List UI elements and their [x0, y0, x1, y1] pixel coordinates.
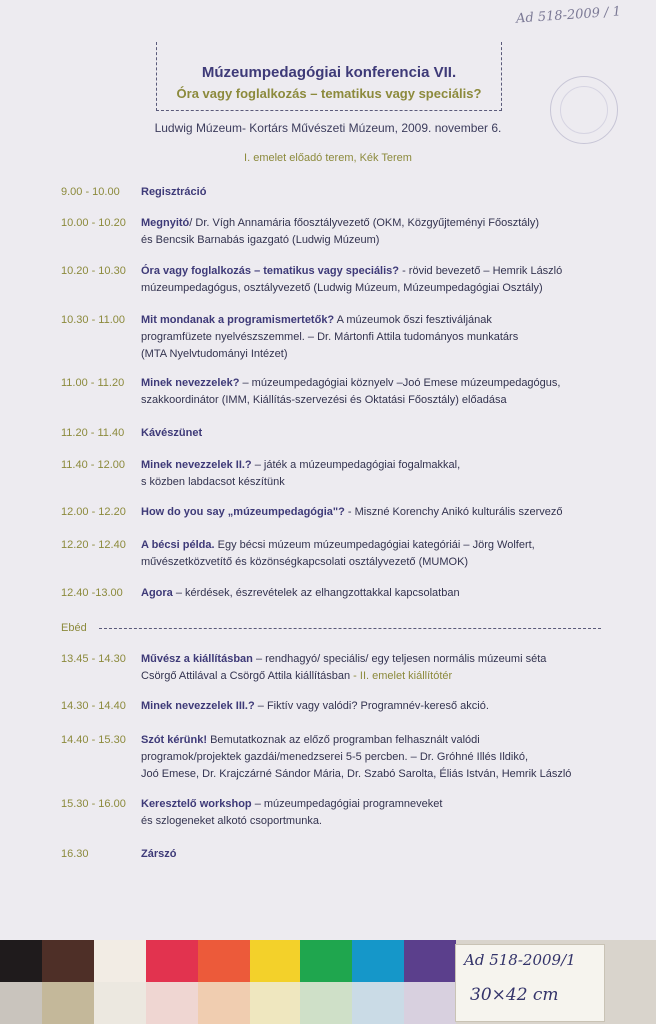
swatch-mint — [300, 982, 352, 1024]
schedule-title: A bécsi példa. — [141, 539, 215, 551]
title-box — [156, 42, 502, 111]
schedule-title: Minek nevezzelek? — [141, 377, 240, 389]
swatch-white — [94, 940, 146, 982]
schedule-title: Keresztelő workshop — [141, 798, 252, 810]
schedule-desc-line: s közben labdacsot készítünk — [141, 476, 285, 488]
dashed-line — [99, 628, 601, 629]
schedule-desc: – rendhagyó/ speciális/ egy teljesen normális múzeumi séta — [252, 653, 547, 665]
swatch-orange — [198, 940, 250, 982]
lunch-divider — [61, 620, 601, 637]
schedule-time: 12.00 - 12.20 — [61, 506, 126, 518]
swatch-lavender — [404, 982, 456, 1024]
conference-title: Múzeumpedagógiai konferencia VII. — [201, 64, 457, 81]
swatch-purple — [404, 940, 456, 982]
accession-number: Ad 518-2009/1 — [464, 951, 576, 969]
schedule-time: 12.40 -13.00 — [61, 587, 123, 599]
schedule-time: 15.30 - 16.00 — [61, 798, 126, 810]
schedule-desc: – múzeumpedagógiai köznyelv –Joó Emese múzeumpedagógus, — [239, 377, 561, 389]
schedule-desc: A múzeumok őszi fesztiváljának — [334, 314, 492, 326]
schedule-desc-line: múzeumpedagógus, osztályvezető (Ludwig Múzeum, Múzeumpedagógiai Osztály) — [141, 282, 543, 294]
swatch-yellow — [250, 940, 300, 982]
schedule-title: Agora — [141, 587, 173, 599]
schedule-desc: - Miszné Korenchy Anikó kulturális szervező — [344, 506, 563, 518]
schedule-time: 10.20 - 10.30 — [61, 265, 126, 277]
schedule-desc-line: és Bencsik Barnabás igazgató (Ludwig Múzeum) — [141, 234, 380, 246]
schedule-desc: – Fiktív vagy valódi? Programnév-kereső akció. — [254, 700, 489, 712]
swatch-brown — [42, 940, 94, 982]
swatch-cream — [250, 982, 300, 1024]
room-info: I. emelet előadó terem, Kék Terem — [244, 152, 412, 164]
schedule-desc-line: művészetközvetítő és közönségkapcsolati osztályvezető (MUMOK) — [141, 556, 469, 568]
schedule-title: Megnyitó — [141, 217, 190, 229]
schedule-title: Zárszó — [141, 848, 177, 860]
schedule-desc-line: Joó Emese, Dr. Krajczárné Sándor Mária, Dr. Szabó Sarolta, Éliás István, Hemrik László — [141, 768, 572, 780]
swatch-tan — [42, 982, 94, 1024]
schedule-time: 16.30 — [61, 848, 89, 860]
schedule-desc: - rövid bevezető – Hemrik László — [399, 265, 563, 277]
schedule-desc-line: (MTA Nyelvtudományi Intézet) — [141, 348, 288, 360]
schedule-desc: / Dr. Vígh Annamária főosztályvezető (OKM, Közgyűjteményi Főosztály) — [189, 217, 539, 229]
swatch-cyan — [352, 940, 404, 982]
schedule-title: Kávészünet — [141, 427, 203, 439]
lunch-label: Ebéd — [61, 622, 87, 634]
schedule-desc-line: szakkoordinátor (IMM, Kiállítás-szervezési és Oktatási Főosztály) előadása — [141, 394, 507, 406]
dimensions: 30×42 cm — [470, 985, 559, 1005]
schedule-title: Művész a kiállításban — [141, 653, 253, 665]
swatch-gray — [0, 982, 42, 1024]
conference-subtitle: Óra vagy foglalkozás – tematikus vagy speciális? — [176, 86, 482, 101]
schedule-time: 9.00 - 10.00 — [61, 186, 120, 198]
schedule-time: 11.20 - 11.40 — [61, 427, 125, 439]
swatch-sky — [352, 982, 404, 1024]
schedule-title: Szót kérünk! — [141, 734, 208, 746]
schedule-time: 12.20 - 12.40 — [61, 539, 126, 551]
schedule-title: Óra vagy foglalkozás – tematikus vagy speciális? — [141, 265, 400, 277]
swatch-red — [146, 940, 198, 982]
schedule-desc-line: és szlogeneket alkotó csoportmunka. — [141, 815, 322, 827]
schedule-time: 10.30 - 11.00 — [61, 314, 126, 326]
location-note: - II. emelet kiállítótér — [350, 670, 453, 682]
schedule-desc-line: programok/projektek gazdái/menedzserei 5-5 percben. – Dr. Gróhné Illés Ildikó, — [141, 751, 529, 763]
schedule-time: 10.00 - 10.20 — [61, 217, 126, 229]
venue-date: Ludwig Múzeum- Kortárs Művészeti Múzeum, 2009. november 6. — [154, 121, 502, 135]
accession-label-card — [455, 944, 605, 1022]
schedule-desc: – múzeumpedagógiai programneveket — [251, 798, 443, 810]
swatch-pink — [146, 982, 198, 1024]
swatch-light — [94, 982, 146, 1024]
schedule-desc: – játék a múzeumpedagógiai fogalmakkal, — [251, 459, 461, 471]
accession-number-handwritten: Ad 518-2009 / 1 — [515, 4, 622, 27]
swatch-peach — [198, 982, 250, 1024]
schedule-desc-line: Csörgő Attilával a Csörgő Attila kiállításban — [141, 670, 351, 682]
swatch-green — [300, 940, 352, 982]
schedule-title: Regisztráció — [141, 186, 207, 198]
schedule-time: 13.45 - 14.30 — [61, 653, 126, 665]
schedule-desc: Egy bécsi múzeum múzeumpedagógiai kategóriái – Jörg Wolfert, — [214, 539, 535, 551]
schedule-desc: Bemutatkoznak az előző programban felhasznált valódi — [207, 734, 480, 746]
schedule-time: 14.40 - 15.30 — [61, 734, 126, 746]
schedule-title: Minek nevezzelek III.? — [141, 700, 255, 712]
schedule-time: 11.00 - 11.20 — [61, 377, 125, 389]
schedule-desc: – kérdések, észrevételek az elhangzottakkal kapcsolatban — [172, 587, 460, 599]
schedule-title: Minek nevezzelek II.? — [141, 459, 252, 471]
swatch-black — [0, 940, 42, 982]
schedule-time: 11.40 - 12.00 — [61, 459, 126, 471]
schedule-title: Mit mondanak a programismertetők? — [141, 314, 335, 326]
schedule-desc-line: programfüzete nyelvészszemmel. – Dr. Mártonfi Attila tudományos munkatárs — [141, 331, 519, 343]
schedule-time: 14.30 - 14.40 — [61, 700, 126, 712]
schedule-title: How do you say „múzeumpedagógia"? — [141, 506, 345, 518]
